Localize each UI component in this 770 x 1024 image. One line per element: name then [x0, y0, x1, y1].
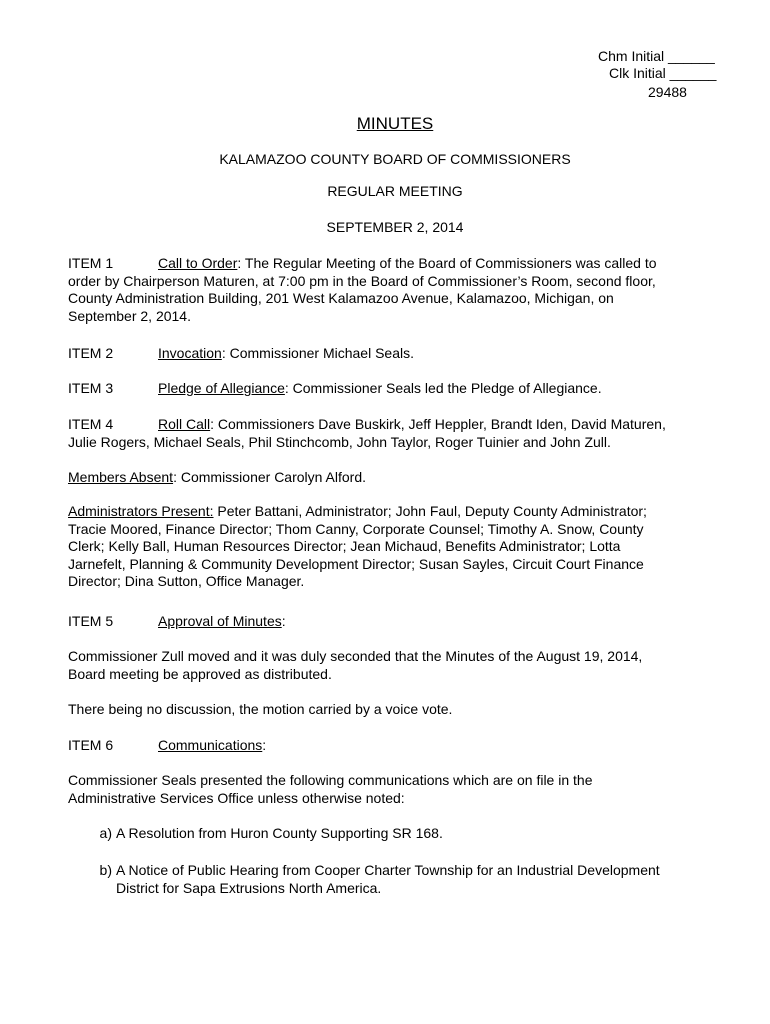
list-item: b) A Notice of Public Hearing from Cooper Charter Township for an Industrial Development District for Sapa Extrusions North America.: [68, 862, 660, 897]
meeting-type: REGULAR MEETING: [327, 183, 463, 199]
administrators-present: Administrators Present: Peter Battani, Administrator; John Faul, Deputy County Administrator; Tracie Moored, Finance Director; Thom Canny, Corporate Counsel; Timothy A. Snow, County Clerk; Kelly Ball, Human Resources Director; Jean Michaud, Benefits Administrator; Lotta Jarnefelt, Planning & Community Development Director; Susan Sayles, Circuit Court Finance Director; Dina Sutton, Office Manager.: [68, 503, 647, 589]
item-2-heading: Invocation: [158, 345, 222, 361]
clk-initial: Clk Initial ______: [609, 65, 717, 81]
item-1-heading: Call to Order: [158, 255, 238, 271]
members-absent-heading: Members Absent: [68, 469, 174, 485]
item-5-vote: There being no discussion, the motion carried by a voice vote.: [68, 701, 453, 717]
administrators-heading: Administrators Present:: [68, 503, 214, 519]
item-3-heading: Pledge of Allegiance: [158, 380, 285, 396]
page-title: MINUTES: [356, 114, 434, 133]
item-5-approval-of-minutes: ITEM 5 Approval of Minutes:: [68, 613, 286, 629]
list-marker: a): [99, 825, 112, 841]
item-6-intro: Commissioner Seals presented the following communications which are on file in the Administrative Services Office unless otherwise noted:: [68, 772, 593, 806]
list-item: a) A Resolution from Huron County Supporting SR 168.: [68, 825, 443, 843]
item-4-heading: Roll Call: [158, 416, 211, 432]
meeting-date: SEPTEMBER 2, 2014: [326, 219, 464, 235]
members-absent: Members Absent: Commissioner Carolyn Alford.: [68, 469, 367, 485]
item-2-label: ITEM 2: [68, 345, 114, 361]
item-3-pledge: ITEM 3 Pledge of Allegiance: Commissioner Seals led the Pledge of Allegiance.: [68, 380, 602, 396]
item-6-label: ITEM 6: [68, 737, 114, 753]
item-3-label: ITEM 3: [68, 380, 114, 396]
item-6-heading: Communications: [158, 737, 263, 753]
document-number: 29488: [648, 84, 687, 100]
item-1-call-to-order: ITEM 1 Call to Order: The Regular Meeting of the Board of Commissioners was called to order by Chairperson Maturen, at 7:00 pm in the Board of Commissioner’s Room, second floor, County Administration Building, 201 West Kalamazoo Avenue, Kalamazoo, Michigan, on September 2, 2014.: [68, 255, 657, 324]
board-name: KALAMAZOO COUNTY BOARD OF COMMISSIONERS: [219, 151, 571, 167]
item-4-label: ITEM 4: [68, 416, 114, 432]
item-6-communications: ITEM 6 Communications:: [68, 737, 267, 753]
item-4-roll-call: ITEM 4 Roll Call: Commissioners Dave Buskirk, Jeff Heppler, Brandt Iden, David Maturen, Julie Rogers, Michael Seals, Phil Stinchcomb, John Taylor, Roger Tuinier and John Zull.: [68, 416, 666, 450]
item-5-label: ITEM 5: [68, 613, 114, 629]
item-1-label: ITEM 1: [68, 255, 114, 271]
list-marker: b): [99, 862, 112, 878]
chm-initial: Chm Initial ______: [598, 48, 715, 64]
item-2-invocation: ITEM 2 Invocation: Commissioner Michael Seals.: [68, 345, 414, 361]
item-5-motion: Commissioner Zull moved and it was duly seconded that the Minutes of the August 19, 2014, Board meeting be approved as distributed.: [68, 648, 643, 682]
item-5-heading: Approval of Minutes: [158, 613, 282, 629]
